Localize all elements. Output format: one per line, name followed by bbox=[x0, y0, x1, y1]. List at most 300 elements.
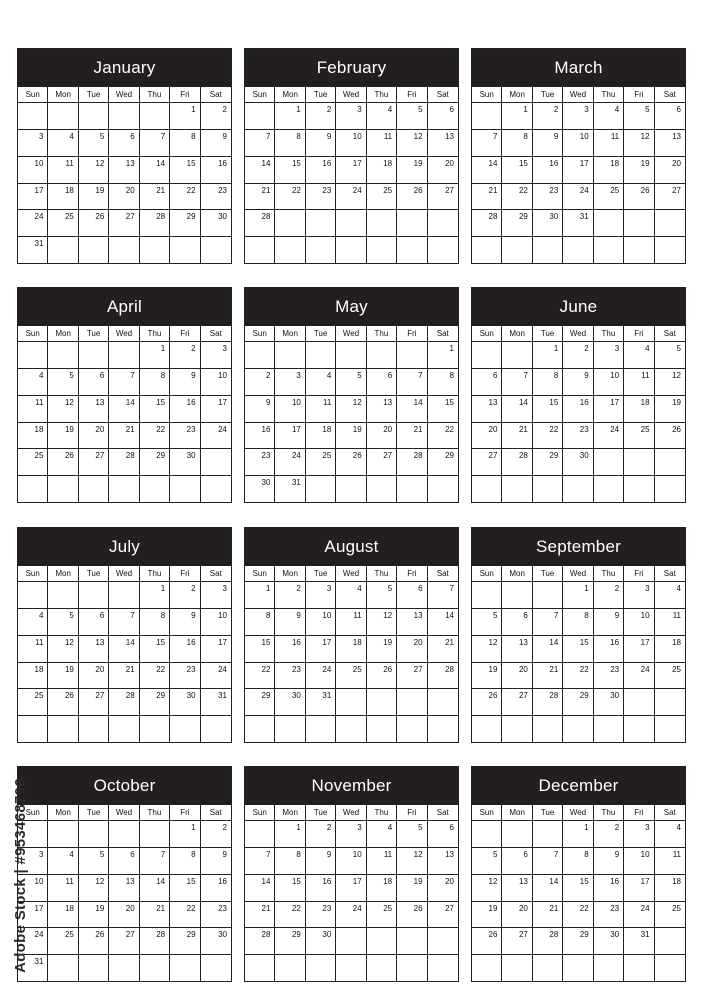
weekday-label: Sat bbox=[209, 808, 222, 817]
weekday-label: Sun bbox=[472, 326, 502, 341]
day-cell: 5 bbox=[472, 609, 502, 636]
empty-day-cell bbox=[397, 476, 427, 503]
day-cell: 31 bbox=[18, 955, 48, 982]
empty-day-cell bbox=[170, 237, 200, 264]
day-cell: 12 bbox=[397, 848, 427, 875]
empty-day-cell bbox=[655, 689, 685, 716]
day-cell: 12 bbox=[48, 636, 78, 663]
empty-day-cell bbox=[594, 955, 624, 982]
empty-day-cell bbox=[428, 689, 458, 716]
day-cell: 20 bbox=[502, 663, 532, 690]
day-cell: 30 bbox=[533, 210, 563, 237]
day-cell: 5 bbox=[472, 848, 502, 875]
empty-day-cell bbox=[533, 476, 563, 503]
day-cell: 13 bbox=[472, 396, 502, 423]
day-cell: 3 bbox=[201, 582, 231, 609]
empty-day-cell bbox=[275, 955, 305, 982]
day-cell: 25 bbox=[48, 928, 78, 955]
weekday-label: Mon bbox=[48, 326, 78, 341]
day-cell: 25 bbox=[655, 663, 685, 690]
weekday-label: Thu bbox=[367, 566, 397, 581]
weekday-label: Thu bbox=[140, 566, 170, 581]
day-cell: 7 bbox=[533, 848, 563, 875]
day-cell: 9 bbox=[201, 130, 231, 157]
empty-day-cell bbox=[472, 103, 502, 130]
day-cell: 26 bbox=[472, 689, 502, 716]
empty-day-cell bbox=[245, 955, 275, 982]
empty-day-cell bbox=[48, 582, 78, 609]
day-cell: 15 bbox=[170, 157, 200, 184]
empty-day-cell bbox=[275, 210, 305, 237]
day-cell: 25 bbox=[18, 689, 48, 716]
day-cell: 5 bbox=[397, 103, 427, 130]
day-cell: 19 bbox=[624, 157, 654, 184]
weekday-header-row bbox=[18, 326, 231, 342]
empty-day-cell bbox=[48, 476, 78, 503]
day-cell: 24 bbox=[306, 663, 336, 690]
day-cell: 5 bbox=[48, 609, 78, 636]
day-cell: 30 bbox=[275, 689, 305, 716]
day-cell: 4 bbox=[367, 103, 397, 130]
month-january bbox=[17, 48, 232, 264]
weekday-label: Mon bbox=[502, 805, 532, 820]
day-cell: 26 bbox=[655, 423, 685, 450]
day-cell: 1 bbox=[170, 821, 200, 848]
day-cell: 4 bbox=[594, 103, 624, 130]
day-cell: 15 bbox=[275, 875, 305, 902]
weekday-label: Wed bbox=[109, 805, 139, 820]
weekday-label: Sat bbox=[436, 329, 449, 338]
day-cell: 10 bbox=[336, 130, 366, 157]
day-cell: 14 bbox=[109, 636, 139, 663]
weekday-label: Tue bbox=[533, 326, 563, 341]
weekday-label: Sun bbox=[18, 805, 48, 820]
day-cell: 9 bbox=[306, 130, 336, 157]
empty-day-cell bbox=[397, 237, 427, 264]
weekday-label: Wed bbox=[336, 805, 366, 820]
weekday-label: Tue bbox=[533, 805, 563, 820]
day-cell: 13 bbox=[109, 157, 139, 184]
empty-day-cell bbox=[502, 821, 532, 848]
empty-day-cell bbox=[502, 342, 532, 369]
month-title: August bbox=[245, 528, 458, 566]
day-cell: 5 bbox=[397, 821, 427, 848]
empty-day-cell bbox=[336, 476, 366, 503]
weekday-label: Mon bbox=[502, 566, 532, 581]
day-cell: 1 bbox=[563, 821, 593, 848]
weekday-header-row bbox=[245, 566, 458, 582]
empty-day-cell bbox=[397, 689, 427, 716]
day-cell: 30 bbox=[594, 689, 624, 716]
day-cell: 25 bbox=[367, 184, 397, 211]
day-cell: 2 bbox=[594, 821, 624, 848]
day-cell: 18 bbox=[306, 423, 336, 450]
day-cell: 25 bbox=[655, 902, 685, 929]
month-august bbox=[244, 527, 459, 743]
day-cell: 16 bbox=[170, 636, 200, 663]
day-cell: 25 bbox=[594, 184, 624, 211]
day-cell: 26 bbox=[472, 928, 502, 955]
empty-day-cell bbox=[502, 237, 532, 264]
day-cell: 22 bbox=[275, 902, 305, 929]
month-title: December bbox=[472, 767, 685, 805]
month-title: September bbox=[472, 528, 685, 566]
day-cell: 17 bbox=[563, 157, 593, 184]
day-cell: 7 bbox=[245, 848, 275, 875]
day-cell: 18 bbox=[655, 636, 685, 663]
weekday-label: Mon bbox=[48, 87, 78, 102]
empty-day-cell bbox=[367, 210, 397, 237]
day-cell: 2 bbox=[594, 582, 624, 609]
empty-day-cell bbox=[336, 237, 366, 264]
empty-day-cell bbox=[655, 955, 685, 982]
day-cell: 7 bbox=[428, 582, 458, 609]
day-cell: 2 bbox=[201, 103, 231, 130]
day-cell: 6 bbox=[428, 821, 458, 848]
empty-day-cell bbox=[306, 237, 336, 264]
days-grid bbox=[245, 103, 458, 264]
weekday-label: Sat bbox=[663, 329, 676, 338]
weekday-label: Tue bbox=[306, 805, 336, 820]
empty-day-cell bbox=[655, 716, 685, 743]
day-cell: 21 bbox=[245, 902, 275, 929]
empty-day-cell bbox=[79, 716, 109, 743]
day-cell: 30 bbox=[245, 476, 275, 503]
weekday-label: Thu bbox=[594, 566, 624, 581]
month-october bbox=[17, 766, 232, 982]
day-cell: 18 bbox=[594, 157, 624, 184]
day-cell: 18 bbox=[655, 875, 685, 902]
day-cell: 18 bbox=[48, 184, 78, 211]
day-cell: 14 bbox=[109, 396, 139, 423]
day-cell: 21 bbox=[140, 902, 170, 929]
day-cell: 6 bbox=[428, 103, 458, 130]
day-cell: 2 bbox=[170, 342, 200, 369]
weekday-label: Thu bbox=[140, 326, 170, 341]
day-cell: 30 bbox=[306, 928, 336, 955]
empty-day-cell bbox=[428, 955, 458, 982]
day-cell: 24 bbox=[563, 184, 593, 211]
weekday-label: Fri bbox=[397, 805, 427, 820]
weekday-label: Sun bbox=[18, 87, 48, 102]
empty-day-cell bbox=[502, 716, 532, 743]
day-cell: 16 bbox=[170, 396, 200, 423]
day-cell: 27 bbox=[367, 449, 397, 476]
empty-day-cell bbox=[48, 821, 78, 848]
weekday-label: Sat bbox=[209, 329, 222, 338]
weekday-header-row bbox=[472, 805, 685, 821]
day-cell: 28 bbox=[140, 210, 170, 237]
day-cell: 19 bbox=[397, 875, 427, 902]
day-cell: 10 bbox=[18, 875, 48, 902]
empty-day-cell bbox=[306, 955, 336, 982]
day-cell: 25 bbox=[48, 210, 78, 237]
day-cell: 23 bbox=[245, 449, 275, 476]
day-cell: 29 bbox=[245, 689, 275, 716]
empty-day-cell bbox=[367, 689, 397, 716]
month-november bbox=[244, 766, 459, 982]
day-cell: 15 bbox=[170, 875, 200, 902]
day-cell: 26 bbox=[79, 210, 109, 237]
day-cell: 1 bbox=[502, 103, 532, 130]
days-grid bbox=[18, 103, 231, 264]
empty-day-cell bbox=[79, 582, 109, 609]
day-cell: 5 bbox=[336, 369, 366, 396]
day-cell: 30 bbox=[170, 449, 200, 476]
day-cell: 27 bbox=[502, 928, 532, 955]
day-cell: 10 bbox=[275, 396, 305, 423]
day-cell: 5 bbox=[79, 848, 109, 875]
day-cell: 28 bbox=[472, 210, 502, 237]
month-title: May bbox=[245, 288, 458, 326]
empty-day-cell bbox=[428, 476, 458, 503]
empty-day-cell bbox=[367, 955, 397, 982]
day-cell: 6 bbox=[502, 609, 532, 636]
weekday-label: Wed bbox=[563, 805, 593, 820]
day-cell: 6 bbox=[109, 848, 139, 875]
day-cell: 16 bbox=[275, 636, 305, 663]
day-cell: 27 bbox=[109, 928, 139, 955]
day-cell: 7 bbox=[502, 369, 532, 396]
day-cell: 19 bbox=[79, 184, 109, 211]
empty-day-cell bbox=[245, 103, 275, 130]
day-cell: 4 bbox=[48, 848, 78, 875]
day-cell: 3 bbox=[336, 821, 366, 848]
day-cell: 26 bbox=[79, 928, 109, 955]
day-cell: 6 bbox=[655, 103, 685, 130]
empty-day-cell bbox=[367, 237, 397, 264]
day-cell: 6 bbox=[79, 369, 109, 396]
day-cell: 8 bbox=[428, 369, 458, 396]
day-cell: 20 bbox=[428, 875, 458, 902]
empty-day-cell bbox=[428, 210, 458, 237]
day-cell: 26 bbox=[367, 663, 397, 690]
day-cell: 7 bbox=[397, 369, 427, 396]
day-cell: 22 bbox=[563, 663, 593, 690]
day-cell: 15 bbox=[533, 396, 563, 423]
day-cell: 21 bbox=[397, 423, 427, 450]
day-cell: 11 bbox=[306, 396, 336, 423]
day-cell: 22 bbox=[140, 663, 170, 690]
weekday-header-row bbox=[472, 566, 685, 582]
day-cell: 17 bbox=[594, 396, 624, 423]
weekday-label: Mon bbox=[275, 326, 305, 341]
day-cell: 21 bbox=[533, 663, 563, 690]
day-cell: 20 bbox=[502, 902, 532, 929]
empty-day-cell bbox=[79, 955, 109, 982]
day-cell: 17 bbox=[624, 636, 654, 663]
day-cell: 9 bbox=[594, 609, 624, 636]
weekday-label: Thu bbox=[594, 326, 624, 341]
day-cell: 30 bbox=[170, 689, 200, 716]
day-cell: 10 bbox=[306, 609, 336, 636]
day-cell: 24 bbox=[201, 663, 231, 690]
weekday-label: Fri bbox=[170, 566, 200, 581]
day-cell: 27 bbox=[428, 902, 458, 929]
month-march bbox=[471, 48, 686, 264]
day-cell: 11 bbox=[367, 848, 397, 875]
day-cell: 7 bbox=[109, 369, 139, 396]
weekday-label: Thu bbox=[367, 805, 397, 820]
empty-day-cell bbox=[109, 103, 139, 130]
empty-day-cell bbox=[428, 716, 458, 743]
empty-day-cell bbox=[275, 237, 305, 264]
day-cell: 8 bbox=[563, 848, 593, 875]
weekday-label: Sun bbox=[472, 87, 502, 102]
day-cell: 17 bbox=[275, 423, 305, 450]
day-cell: 9 bbox=[563, 369, 593, 396]
empty-day-cell bbox=[624, 716, 654, 743]
day-cell: 24 bbox=[624, 902, 654, 929]
day-cell: 11 bbox=[48, 875, 78, 902]
day-cell: 5 bbox=[624, 103, 654, 130]
day-cell: 16 bbox=[594, 636, 624, 663]
day-cell: 7 bbox=[245, 130, 275, 157]
empty-day-cell bbox=[140, 716, 170, 743]
empty-day-cell bbox=[397, 955, 427, 982]
empty-day-cell bbox=[79, 476, 109, 503]
empty-day-cell bbox=[48, 955, 78, 982]
day-cell: 26 bbox=[397, 184, 427, 211]
day-cell: 10 bbox=[563, 130, 593, 157]
empty-day-cell bbox=[655, 449, 685, 476]
empty-day-cell bbox=[79, 342, 109, 369]
weekday-label: Fri bbox=[397, 87, 427, 102]
day-cell: 13 bbox=[367, 396, 397, 423]
empty-day-cell bbox=[140, 476, 170, 503]
day-cell: 8 bbox=[275, 848, 305, 875]
month-july bbox=[17, 527, 232, 743]
day-cell: 16 bbox=[594, 875, 624, 902]
day-cell: 20 bbox=[428, 157, 458, 184]
empty-day-cell bbox=[201, 476, 231, 503]
weekday-label: Thu bbox=[367, 87, 397, 102]
empty-day-cell bbox=[140, 103, 170, 130]
day-cell: 12 bbox=[397, 130, 427, 157]
day-cell: 19 bbox=[367, 636, 397, 663]
day-cell: 4 bbox=[48, 130, 78, 157]
day-cell: 2 bbox=[563, 342, 593, 369]
empty-day-cell bbox=[170, 716, 200, 743]
empty-day-cell bbox=[306, 342, 336, 369]
day-cell: 14 bbox=[245, 875, 275, 902]
weekday-label: Sat bbox=[436, 808, 449, 817]
day-cell: 17 bbox=[624, 875, 654, 902]
day-cell: 28 bbox=[245, 928, 275, 955]
day-cell: 10 bbox=[594, 369, 624, 396]
day-cell: 7 bbox=[140, 130, 170, 157]
day-cell: 3 bbox=[336, 103, 366, 130]
day-cell: 18 bbox=[336, 636, 366, 663]
day-cell: 21 bbox=[245, 184, 275, 211]
weekday-label: Wed bbox=[109, 566, 139, 581]
day-cell: 28 bbox=[109, 449, 139, 476]
weekday-label: Fri bbox=[624, 566, 654, 581]
day-cell: 31 bbox=[306, 689, 336, 716]
day-cell: 7 bbox=[472, 130, 502, 157]
empty-day-cell bbox=[367, 342, 397, 369]
day-cell: 11 bbox=[336, 609, 366, 636]
empty-day-cell bbox=[533, 582, 563, 609]
empty-day-cell bbox=[655, 237, 685, 264]
empty-day-cell bbox=[502, 955, 532, 982]
day-cell: 27 bbox=[79, 689, 109, 716]
weekday-label: Sun bbox=[472, 805, 502, 820]
empty-day-cell bbox=[245, 821, 275, 848]
day-cell: 9 bbox=[533, 130, 563, 157]
day-cell: 18 bbox=[624, 396, 654, 423]
empty-day-cell bbox=[336, 928, 366, 955]
weekday-label: Fri bbox=[170, 87, 200, 102]
month-april bbox=[17, 287, 232, 503]
day-cell: 3 bbox=[18, 130, 48, 157]
empty-day-cell bbox=[140, 237, 170, 264]
empty-day-cell bbox=[624, 449, 654, 476]
empty-day-cell bbox=[48, 237, 78, 264]
day-cell: 2 bbox=[306, 103, 336, 130]
day-cell: 9 bbox=[245, 396, 275, 423]
days-grid bbox=[472, 342, 685, 503]
day-cell: 11 bbox=[655, 848, 685, 875]
day-cell: 2 bbox=[533, 103, 563, 130]
month-title: February bbox=[245, 49, 458, 87]
empty-day-cell bbox=[18, 103, 48, 130]
day-cell: 1 bbox=[275, 103, 305, 130]
day-cell: 11 bbox=[48, 157, 78, 184]
empty-day-cell bbox=[245, 716, 275, 743]
day-cell: 4 bbox=[306, 369, 336, 396]
day-cell: 14 bbox=[533, 636, 563, 663]
day-cell: 27 bbox=[502, 689, 532, 716]
day-cell: 24 bbox=[18, 928, 48, 955]
weekday-label: Fri bbox=[397, 326, 427, 341]
day-cell: 21 bbox=[533, 902, 563, 929]
day-cell: 24 bbox=[594, 423, 624, 450]
empty-day-cell bbox=[533, 237, 563, 264]
day-cell: 16 bbox=[245, 423, 275, 450]
day-cell: 3 bbox=[594, 342, 624, 369]
weekday-label: Mon bbox=[275, 566, 305, 581]
empty-day-cell bbox=[367, 476, 397, 503]
empty-day-cell bbox=[533, 821, 563, 848]
empty-day-cell bbox=[201, 716, 231, 743]
day-cell: 20 bbox=[367, 423, 397, 450]
weekday-header-row bbox=[245, 805, 458, 821]
day-cell: 20 bbox=[655, 157, 685, 184]
day-cell: 30 bbox=[201, 928, 231, 955]
day-cell: 11 bbox=[655, 609, 685, 636]
day-cell: 15 bbox=[428, 396, 458, 423]
stock-watermark bbox=[6, 760, 34, 990]
day-cell: 19 bbox=[472, 902, 502, 929]
day-cell: 17 bbox=[18, 902, 48, 929]
day-cell: 27 bbox=[655, 184, 685, 211]
weekday-label: Sun bbox=[18, 566, 48, 581]
day-cell: 23 bbox=[594, 902, 624, 929]
empty-day-cell bbox=[594, 716, 624, 743]
day-cell: 3 bbox=[275, 369, 305, 396]
month-june bbox=[471, 287, 686, 503]
day-cell: 2 bbox=[201, 821, 231, 848]
day-cell: 18 bbox=[48, 902, 78, 929]
weekday-label: Fri bbox=[624, 326, 654, 341]
day-cell: 20 bbox=[109, 184, 139, 211]
day-cell: 5 bbox=[367, 582, 397, 609]
weekday-label: Wed bbox=[336, 566, 366, 581]
month-title: June bbox=[472, 288, 685, 326]
day-cell: 19 bbox=[48, 663, 78, 690]
month-title: March bbox=[472, 49, 685, 87]
